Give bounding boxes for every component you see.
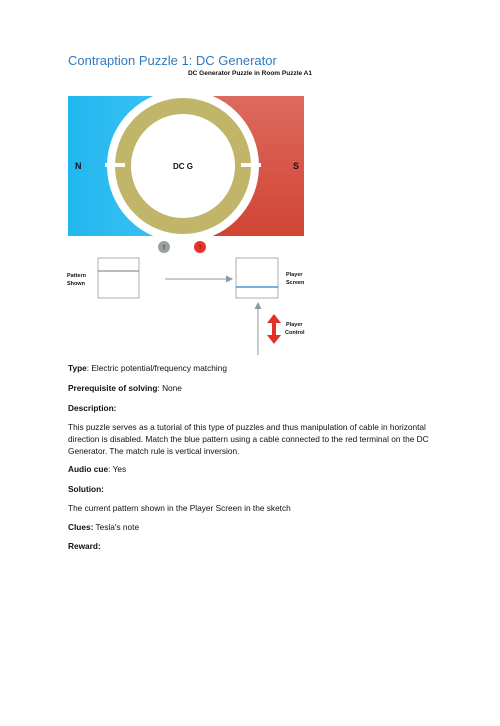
reward-heading: Reward: — [68, 541, 101, 551]
terminal-gray-label: T — [162, 245, 166, 252]
prereq-label: Prerequisite of solving — [68, 383, 158, 393]
prereq-value: : None — [157, 383, 182, 393]
solution-heading: Solution: — [68, 484, 104, 494]
prereq-line — [68, 383, 438, 395]
diagram-title: DC Generator Puzzle in Room Puzzle A1 — [187, 70, 312, 77]
audio-line — [68, 464, 438, 476]
south-label: S — [293, 161, 300, 171]
type-value: : Electric potential/frequency matching — [86, 363, 227, 373]
generator-label: DC G — [173, 162, 193, 171]
player-screen — [236, 258, 278, 298]
screen-label-2: Screen — [286, 280, 305, 286]
pattern-box — [98, 258, 139, 298]
clues-value: Tesla's note — [93, 522, 140, 532]
clues-label: Clues: — [68, 522, 94, 532]
ring-gap-left — [105, 163, 125, 167]
solution-text: The current pattern shown in the Player Screen in the sketch — [68, 503, 291, 513]
player-control-arrow[interactable] — [267, 314, 281, 344]
terminal-red-label: T — [198, 245, 202, 252]
description-text: This puzzle serves as a tutorial of this type of puzzles and thus manipulation of cable in horizontal direction is disabled. Match the blue pattern using a cable connected to the red terminal on the DC Generator. The match rule is vertical inversion. — [68, 422, 429, 456]
audio-value: : Yes — [108, 464, 127, 474]
clues-line — [68, 522, 438, 534]
page-title: Contraption Puzzle 1: DC Generator — [68, 53, 277, 68]
ring-gap-right — [241, 163, 261, 167]
audio-label: Audio cue — [68, 464, 109, 474]
description-heading: Description: — [68, 403, 117, 413]
type-label: Type — [68, 363, 87, 373]
control-label-2: Control — [285, 330, 305, 336]
pattern-label-1: Pattern — [67, 273, 86, 279]
north-label: N — [75, 161, 82, 171]
pattern-label-2: Shown — [67, 281, 86, 287]
type-line — [68, 363, 438, 375]
screen-label-1: Player — [286, 272, 303, 278]
control-label-1: Player — [286, 322, 303, 328]
